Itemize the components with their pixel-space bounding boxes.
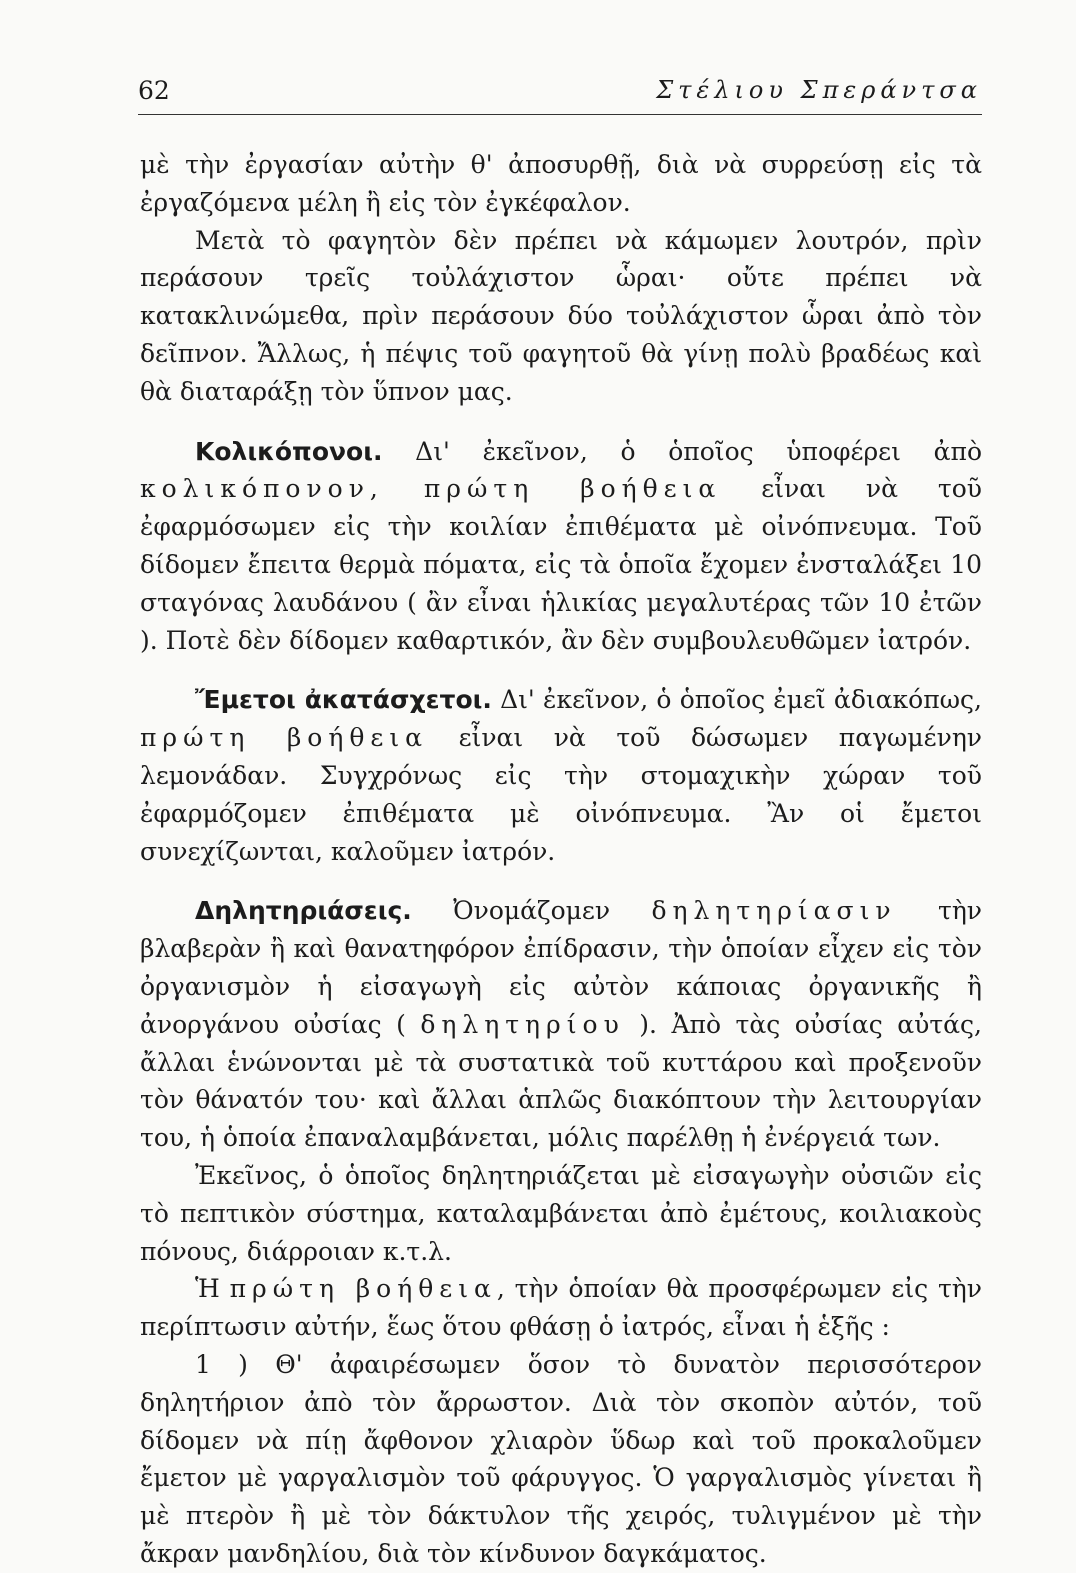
text-segment: Ὀνομάζομεν <box>411 896 652 926</box>
paragraph-digestive-poisoning: Ἐκεῖνος, ὁ ὁποῖος δηλητηριάζεται μὲ εἰσαγωγὴν οὐσιῶν εἰς τὸ πεπτικὸν σύστημα, καταλαμβάνεται ἀπὸ ἐμέτους, κοιλιακοὺς πόνους, διάρροιαν κ.τ.λ. <box>140 1160 982 1266</box>
spaced-term: πρώτη βοήθεια <box>140 723 429 753</box>
spaced-term: δηλητηρίασιν <box>651 896 897 926</box>
text-segment: εἶναι νὰ τοῦ ἐφαρμόσωμεν εἰς τὴν κοιλίαν ἐπιθέματα μὲ οἰνόπνευμα. Τοῦ δίδομεν ἔπειτα θερμὰ πόματα, εἰς τὰ ὁποῖα ἔχομεν ἐνσταλάξει 10 σταγόνας λαυδάνου ( ἂν εἶναι ἡλικίας μεγαλυτέρας τῶν 10 ἐτῶν ). Ποτὲ δὲν δίδομεν καθαρτικόν, ἂν δὲν συμβουλευθῶμεν ἰατρόν. <box>140 474 982 655</box>
spaced-term: δηλητηρίου <box>420 1009 625 1039</box>
paragraph-continuation: μὲ τὴν ἐργασίαν αὐτὴν θ' ἀποσυρθῇ, διὰ νὰ συρρεύσῃ εἰς τὰ ἐργαζόμενα μέλη ἢ εἰς τὸν ἐγκέφαλον. <box>140 150 982 217</box>
text-segment <box>384 474 424 503</box>
running-head: Στέλιου Σπεράντσα <box>656 76 982 104</box>
paragraph-colic <box>140 433 982 660</box>
paragraph-after-meal: Μετὰ τὸ φαγητὸν δὲν πρέπει νὰ κάμωμεν λουτρόν, πρὶν περάσουν τρεῖς τοὐλάχιστον ὧραι· οὔτε πρέπει νὰ κατακλινώμεθα, πρὶν περάσουν δύο τοὐλάχιστον ὧραι ἀπὸ τὸν δεῖπνον. Ἄλλως, ἡ πέψις τοῦ φαγητοῦ θὰ γίνῃ πολὺ βραδέως καὶ θὰ διαταράξῃ τὸν ὕπνον μας. <box>140 225 982 406</box>
paragraph-first-aid-intro <box>140 1270 982 1346</box>
text-segment: ). Ἀπὸ τὰς οὐσίας αὐτάς, ἄλλαι ἑνώνονται μὲ τὰ συστατικὰ τοῦ κυττάρου καὶ προξενοῦν τὸν θάνατόν του· καὶ ἄλλαι ἁπλῶς διακόπτουν τὴν λειτουργίαν του, ἡ ὁποία ἐπαναλαμβάνεται, μόλις παρέλθῃ ἡ ἐνέργειά των. <box>140 1009 982 1153</box>
paragraph-vomiting <box>140 681 982 870</box>
spaced-term: πρώτη βοήθεια <box>423 474 722 504</box>
page-number: 62 <box>138 76 170 105</box>
paragraph-poisoning <box>140 892 982 1157</box>
paragraph-step-1: 1 ) Θ' ἀφαιρέσωμεν ὅσον τὸ δυνατὸν περισσότερον δηλητήριον ἀπὸ τὸν ἄρρωστον. Διὰ τὸν σκοπὸν αὐτόν, τοῦ δίδομεν νὰ πίῃ ἄφθονον χλιαρὸν ὕδωρ καὶ τοῦ προκαλοῦμεν ἔμετον μὲ γαργαλισμὸν τοῦ φάρυγγος. Ὁ γαργαλισμὸς γίνεται ἢ μὲ πτερὸν ἢ μὲ τὸν δάκτυλον τῆς χειρός, τυλιγμένον μὲ τὴν ἄκραν μανδηλίου, διὰ τὸν κίνδυνον δαγκάματος. <box>140 1349 982 1568</box>
text-segment: Δι' ἐκεῖνον, ὁ ὁποῖος ὑποφέρει ἀπὸ <box>382 436 982 466</box>
spaced-term: κολικόπονον, <box>140 474 384 504</box>
section-heading-poisoning: Δηλητηριάσεις. <box>195 896 412 926</box>
text-segment: τὴν βλαβερὰν ἢ καὶ θανατηφόρον ἐπίδρασιν, τὴν ὁποίαν εἶχεν εἰς τὸν ὀργανισμὸν ἡ εἰσαγωγὴ εἰς αὐτὸν κάποιας ὀργανικῆς ἢ ἀνοργάνου οὐσίας ( <box>140 896 982 1039</box>
section-heading-colic: Κολικόπονοι. <box>195 436 383 466</box>
page-body <box>140 146 982 1573</box>
text-segment: , τὴν ὁποίαν θὰ προσφέρωμεν εἰς τὴν περίπτωσιν αὐτήν, ἕως ὅτου φθάσῃ ὁ ἰατρός, εἶναι ἡ ἑξῆς : <box>140 1274 982 1342</box>
section-heading-vomiting: Ἔμετοι ἀκατάσχετοι. <box>195 685 492 715</box>
text-segment: εἶναι νὰ τοῦ δώσωμεν παγωμένην λεμονάδαν. Συγχρόνως εἰς τὴν στομαχικὴν χώραν τοῦ ἐφαρμόζομεν ἐπιθέματα μὲ οἰνόπνευμα. Ἂν οἱ ἔμετοι συνεχίζωνται, καλοῦμεν ἰατρόν. <box>140 723 982 866</box>
text-segment: Ἡ <box>195 1274 230 1304</box>
spaced-term: πρώτη βοήθεια <box>229 1274 497 1304</box>
page-header <box>138 74 982 115</box>
text-segment: Δι' ἐκεῖνον, ὁ ὁποῖος ἐμεῖ ἀδιακόπως, <box>491 685 982 715</box>
